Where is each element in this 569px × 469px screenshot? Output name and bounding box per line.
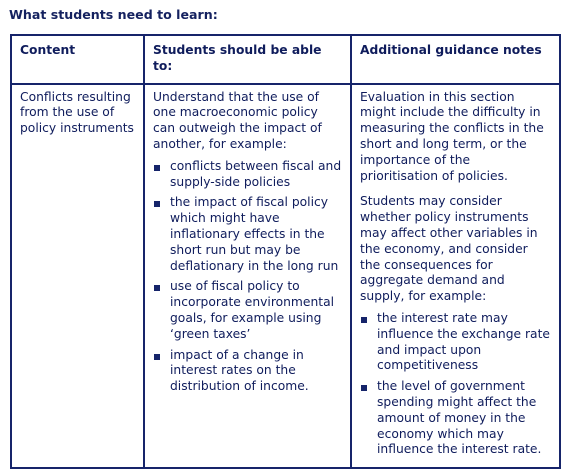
table-row [11,84,560,469]
specification-table [10,34,561,469]
list-item-text: the impact of fiscal policy which might have inflationary effects in the short run but may be deflationary in the long run [170,195,339,273]
square-bullet-icon [361,317,367,323]
table-header-row [11,35,560,84]
column-header-guidance: Additional guidance notes [351,35,560,84]
content-cell [11,84,144,469]
square-bullet-icon [154,285,160,291]
list-item-text: impact of a change in interest rates on the distribution of income. [170,347,309,394]
list-item [153,348,342,395]
column-header-content: Content [11,35,144,84]
section-heading: What students need to learn: [9,7,218,22]
square-bullet-icon [361,385,367,391]
square-bullet-icon [154,354,160,360]
column-header-students: Students should be able to: [144,35,351,84]
list-item [153,159,342,191]
list-item [153,195,342,274]
students-cell [144,84,351,469]
square-bullet-icon [154,165,160,171]
list-item-text: the interest rate may influence the exchange rate and impact upon competitiveness [377,310,550,373]
students-intro: Understand that the use of one macroeconomic policy can outweigh the impact of another, for example: [153,89,322,151]
list-item-text: the level of government spending might affect the amount of money in the economy which may influence the interest rate. [377,379,542,457]
guidance-bullet-list [360,311,551,458]
list-item [153,279,342,342]
square-bullet-icon [154,201,160,207]
content-text: Conflicts resulting from the use of policy instruments [20,89,134,136]
guidance-paragraph-1: Evaluation in this section might include the difficulty in measuring the conflicts in the short and long term, or the importance of the prioritisation of policies. [360,89,544,183]
guidance-paragraph-2: Students may consider whether policy instruments may affect other variables in the economy, and consider the consequences for aggregate demand and supply, for example: [360,194,538,304]
list-item [360,379,551,458]
guidance-cell [351,84,560,469]
list-item-text: use of fiscal policy to incorporate environmental goals, for example using ‘green taxes’ [170,279,335,341]
list-item-text: conflicts between fiscal and supply-side policies [170,158,342,189]
list-item [360,311,551,374]
students-bullet-list [153,159,342,395]
